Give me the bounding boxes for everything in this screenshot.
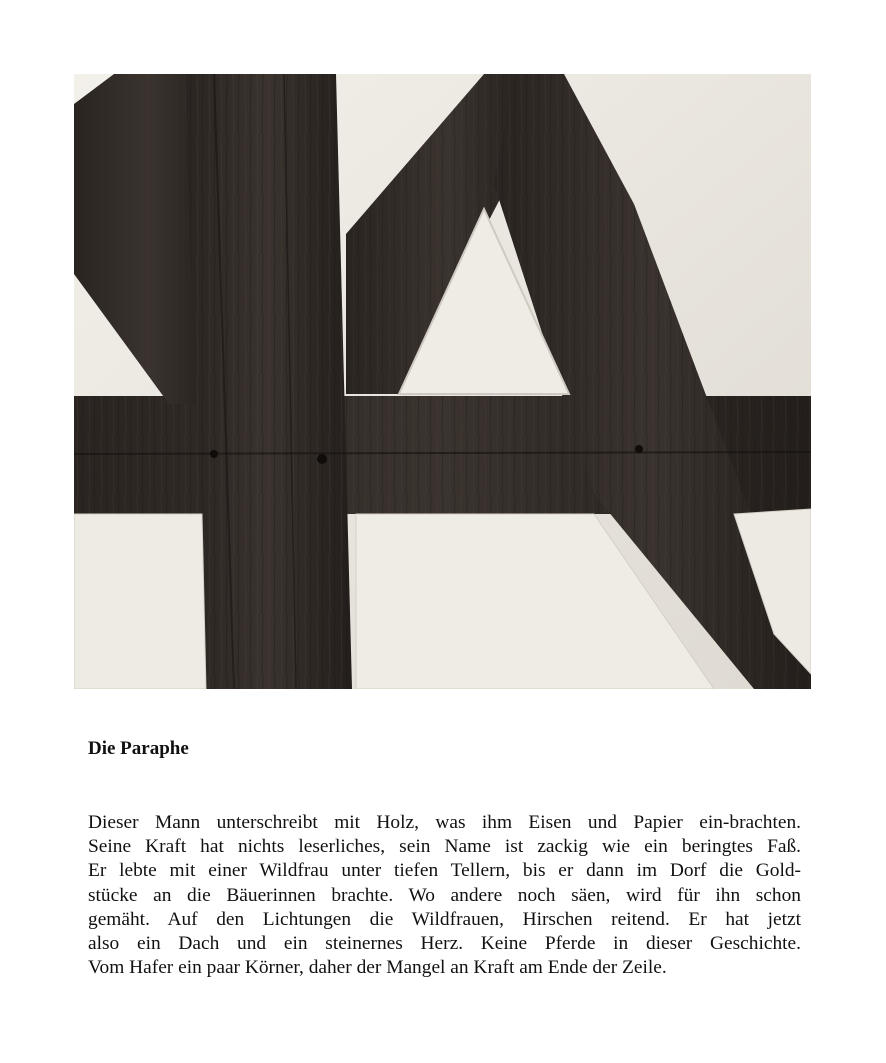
text-line: gemäht. Auf den Lichtungen die Wildfrauen, Hirschen reitend. Er hat jetzt: [88, 908, 801, 930]
text-line: Dieser Mann unterschreibt mit Holz, was ihm Eisen und Papier ein-brachten.: [88, 812, 801, 833]
text-line: stücke an die Bäuerinnen brachte. Wo andere noch säen, wird für ihn schon: [88, 884, 801, 906]
timber-frame-image: [74, 74, 811, 689]
text-line: Vom Hafer ein paar Körner, daher der Mangel an Kraft am Ende der Zeile.: [88, 957, 667, 979]
text-line: Er lebte mit einer Wildfrau unter tiefen Tellern, bis er dann im Dorf die Gold-: [88, 860, 801, 882]
timber-frame-photo: [74, 74, 811, 689]
poem-title: Die Paraphe: [88, 738, 189, 759]
text-line: also ein Dach und ein steinernes Herz. Keine Pferde in dieser Geschichte.: [88, 933, 801, 955]
text-line: Seine Kraft hat nichts leserliches, sein Name ist zackig wie ein beringtes Faß.: [88, 836, 801, 858]
poem-text: [88, 811, 801, 980]
